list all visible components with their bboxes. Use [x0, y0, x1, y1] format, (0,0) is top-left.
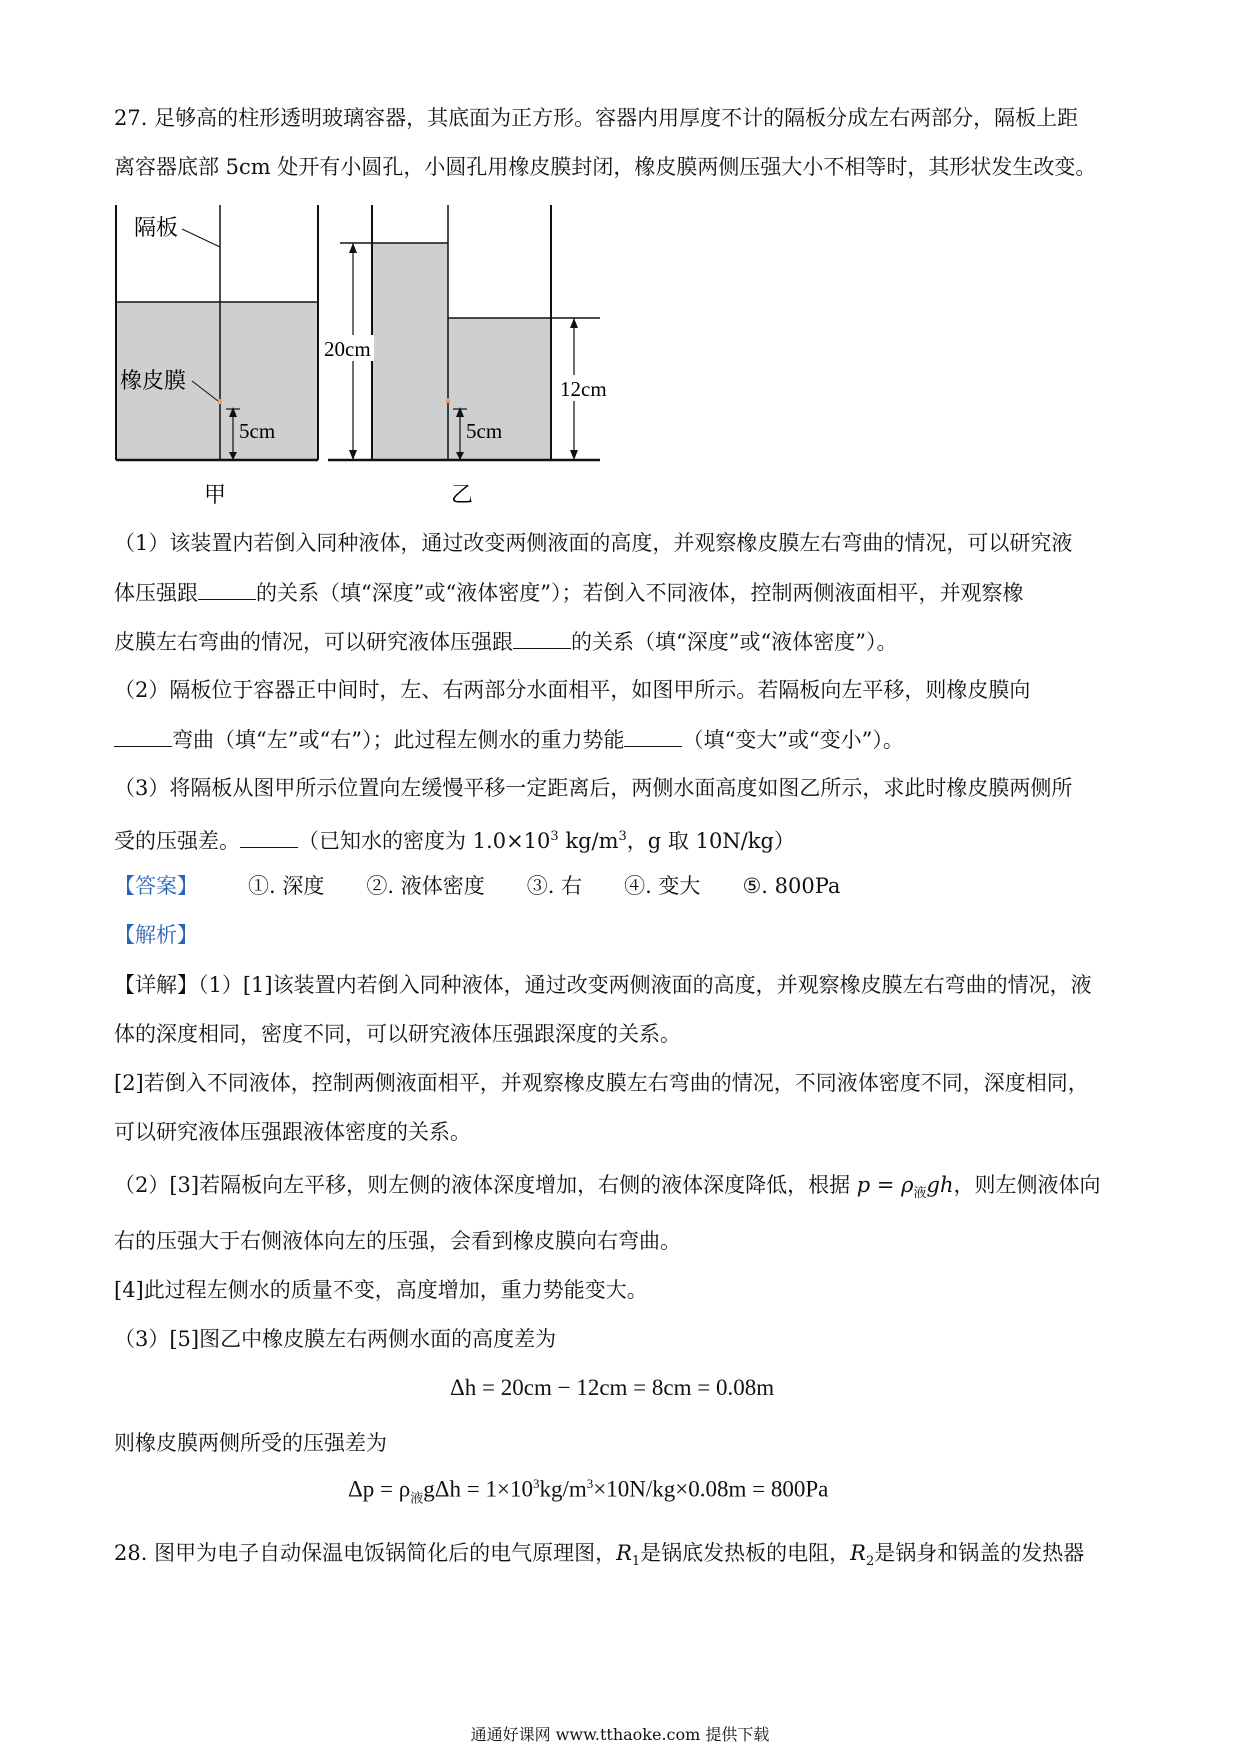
detail-line-1: 【详解】（1）[1]该装置内若倒入同种液体，通过改变两侧液面的高度，并观察橡皮膜左右弯曲的情况，液	[114, 973, 1092, 997]
q28-line-1	[114, 1538, 1084, 1577]
q27-line-1: 27. 足够高的柱形透明玻璃容器，其底面为正方形。容器内用厚度不计的隔板分成左右两部分，隔板上距	[114, 106, 1079, 130]
jia-caption: 甲	[204, 482, 227, 507]
sub2-line-2	[114, 724, 904, 755]
container-yi	[322, 205, 616, 507]
q28-line-1c: 是锅身和锅盖的发热器	[874, 1541, 1085, 1565]
detail-line-5	[114, 1170, 1101, 1209]
q28-line-1b: 是锅底发热板的电阻，	[640, 1541, 851, 1565]
blank-5	[240, 825, 298, 848]
q28-line-1a: 28. 图甲为电子自动保温电饭锅简化后的电气原理图，	[114, 1541, 617, 1565]
formula-delta-p-sup: 3	[533, 1476, 540, 1491]
formula-delta-p-d: ×10N/kg×0.08m = 800Pa	[593, 1476, 829, 1502]
yi-right-height-label: 12cm	[560, 377, 607, 401]
answer-2: ②. 液体密度	[366, 874, 485, 898]
blank-2	[513, 626, 571, 649]
blank-3	[114, 724, 172, 747]
detail-line-2: 体的深度相同，密度不同，可以研究液体压强跟深度的关系。	[114, 1022, 681, 1046]
formula-p-sub: 液	[913, 1186, 927, 1202]
q28-r2: R	[850, 1541, 866, 1565]
sub1-line-2	[114, 577, 1023, 608]
sub1-line-2a: 体压强跟	[114, 581, 198, 605]
container-jia	[116, 205, 318, 507]
q28-r1: R	[616, 1541, 632, 1565]
sub3-sup: 3	[550, 829, 559, 844]
formula-delta-p-c: kg/m	[539, 1476, 587, 1502]
answer-3: ③. 右	[526, 874, 583, 898]
answer-1: ①. 深度	[248, 874, 325, 898]
sub3-line-2	[114, 822, 795, 856]
q28-r2-sub: 2	[865, 1554, 875, 1570]
sub3-line-2a: 受的压强差。	[114, 829, 240, 853]
sub2-line-2b: （填“变大”或“变小”）。	[682, 728, 904, 752]
detail-line-7: [4]此过程左侧水的质量不变，高度增加，重力势能变大。	[114, 1278, 648, 1302]
sub3-line-2d: ，g 取 10N/kg）	[626, 829, 795, 853]
blank-4	[624, 724, 682, 747]
detail-line-5a: （2）[3]若隔板向左平移，则左侧的液体深度增加，右侧的液体深度降低，根据	[114, 1173, 857, 1197]
formula-delta-p-sup2: 3	[586, 1476, 594, 1491]
figure-containers	[100, 195, 700, 515]
sub3-line-1: （3）将隔板从图甲所示位置向左缓慢平移一定距离后，两侧水面高度如图乙所示，求此时橡皮膜两侧所	[114, 776, 1073, 800]
answer-5: ⑤. 800Pa	[742, 874, 841, 898]
formula-delta-p	[348, 1476, 828, 1506]
sub2-line-2a: 弯曲（填“左”或“右”）；此过程左侧水的重力势能	[172, 728, 625, 752]
answer-tag: 【答案】	[114, 874, 198, 898]
yi-hole-label: 5cm	[466, 419, 503, 443]
formula-p: p = ρ	[856, 1173, 914, 1197]
yi-membrane	[446, 398, 450, 403]
sub1-line-3a: 皮膜左右弯曲的情况，可以研究液体压强跟	[114, 630, 513, 654]
yi-left-height-label: 20cm	[324, 337, 371, 361]
detail-line-5b: ，则左侧液体向	[953, 1173, 1101, 1197]
sub1-line-2b: 的关系（填“深度”或“液体密度”）；若倒入不同液体，控制两侧液面相平，并观察橡	[256, 581, 1024, 605]
sub3-line-2b: （已知水的密度为 1.0×10	[298, 829, 551, 853]
yi-left-water	[372, 243, 448, 460]
detail-line-8: （3）[5]图乙中橡皮膜左右两侧水面的高度差为	[114, 1327, 557, 1351]
membrane-label: 橡皮膜	[120, 368, 187, 393]
formula-delta-h: Δh = 20cm − 12cm = 8cm = 0.08m	[450, 1375, 775, 1400]
formula-gh: gh	[926, 1173, 954, 1197]
answer-4: ④. 变大	[624, 874, 701, 898]
formula-delta-p-sub: 液	[410, 1490, 424, 1506]
sub3-line-2c: kg/m	[558, 829, 619, 853]
sub3-sup2: 3	[618, 829, 627, 844]
detail-line-6: 右的压强大于右侧液体向左的压强，会看到橡皮膜向右弯曲。	[114, 1229, 681, 1253]
blank-1	[198, 577, 256, 600]
sub2-line-1: （2）隔板位于容器正中间时，左、右两部分水面相平，如图甲所示。若隔板向左平移，则橡皮膜向	[114, 678, 1031, 702]
q28-r1-sub: 1	[631, 1554, 641, 1570]
detail-line-9: 则橡皮膜两侧所受的压强差为	[114, 1431, 387, 1455]
jia-hole-label: 5cm	[239, 419, 276, 443]
jia-membrane	[218, 399, 222, 404]
detail-line-3: [2]若倒入不同液体，控制两侧液面相平，并观察橡皮膜左右弯曲的情况，不同液体密度不同，深度相同，	[114, 1071, 1089, 1095]
answer-line	[114, 871, 882, 901]
detail-line-4: 可以研究液体压强跟液体密度的关系。	[114, 1120, 471, 1144]
analysis-tag: 【解析】	[114, 923, 198, 947]
formula-delta-p-a: Δp = ρ	[348, 1476, 411, 1502]
formula-delta-p-b: gΔh = 1×10	[423, 1476, 533, 1502]
footer: 通通好课网 www.tthaoke.com 提供下载	[470, 1725, 770, 1744]
partition-label: 隔板	[134, 215, 179, 240]
q27-line-2: 离容器底部 5cm 处开有小圆孔，小圆孔用橡皮膜封闭，橡皮膜两侧压强大小不相等时，其形状发生改变。	[114, 155, 1097, 179]
sub1-line-1: （1）该装置内若倒入同种液体，通过改变两侧液面的高度，并观察橡皮膜左右弯曲的情况，可以研究液	[114, 531, 1073, 555]
sub1-line-3	[114, 626, 897, 657]
sub1-line-3b: 的关系（填“深度”或“液体密度”）。	[571, 630, 898, 654]
yi-caption: 乙	[451, 482, 474, 507]
